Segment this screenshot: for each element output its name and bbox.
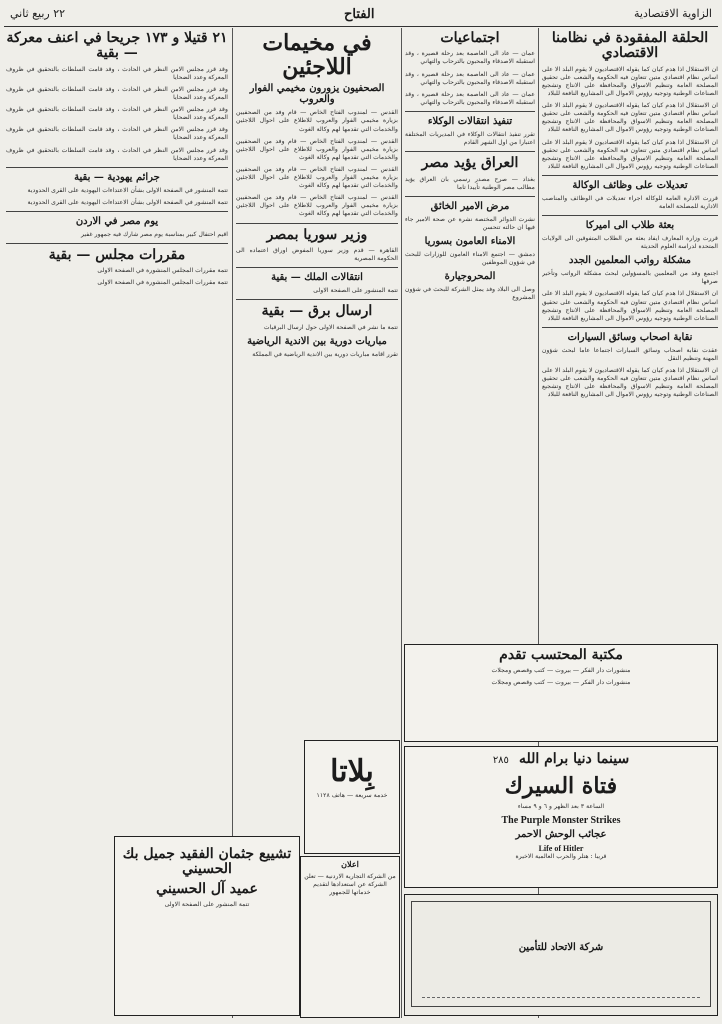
article-body: قررت وزارة المعارف ايفاد بعثة من الطلاب المتفوقين الى الولايات المتحدة لدراسة العلوم الحديثة (542, 235, 718, 251)
article-body: ان الاستقلال اذا هدم كيان كما يقوله الاقتصاديون لا يقوم البلد الا على اساس نظام اقتصادي متين تتعاون فيه الحكومة والشعب على تحقيق المصلحة العامة وتنظيم الاسواق والمحافظة على الانتاج وتشجيع الصناعات الوطنية وتوجيه رؤوس الاموال الى المشاريع النافعة للبلاد (542, 65, 718, 98)
article-body-cont3: القدس — لمندوب الفتاح الخاص — قام وفد من الصحفيين بزيارة مخيمي الفوار والعروب للاطلاع على احوال اللاجئين والخدمات التي تقدمها لهم وكالة الغوث (236, 194, 398, 218)
film-arabic-title: عجائب الوحش الاحمر (515, 828, 607, 840)
insurance-ad (404, 894, 718, 1016)
article-title: الامناء العامون بسوريا (424, 235, 516, 247)
article-title: مشكلة رواتب المعلمين الجدد (568, 255, 692, 267)
bookshop-ad (404, 644, 718, 742)
film-title: فتاة السيرك (504, 773, 618, 800)
ad-body-cont: منشورات دار الفكر — بيروت — كتب وقصص ومجلات (491, 679, 631, 687)
page-header (4, 4, 718, 27)
article-body-cont4: وقد قرر مجلس الامن النظر في الحادث ، وقد قامت السلطات بالتحقيق في ظروف المعركة وعدد الضحايا (6, 146, 228, 162)
article-body: عقدت نقابة اصحاب وسائق السيارات اجتماعا عاما لبحث شؤون المهنة وتنظيم النقل (542, 346, 718, 362)
article-body-cont: ان الاستقلال اذا هدم كيان كما يقوله الاقتصاديون لا يقوم البلد الا على اساس نظام اقتصادي متين تتعاون فيه الحكومة والشعب على تحقيق المصلحة العامة وتنظيم الاسواق والمحافظة على الانتاج وتشجيع الصناعات الوطنية وتوجيه رؤوس الاموال الى المشاريع النافعة للبلاد (542, 102, 718, 134)
cinema-ad (404, 746, 718, 888)
article-title: ٢١ قتيلا و ١٧٣ جريحا في اعنف معركة — بقية (6, 30, 228, 62)
article-body-cont: تتمة المنشور في الصفحة الاولى بشأن الاعتداءات اليهودية على القرى الحدودية (27, 198, 228, 206)
article-title: تنفيذ انتقالات الوكلاء (427, 115, 513, 127)
funeral-title: تشييع جثمان الفقيد جميل بك الحسيني (122, 846, 292, 878)
article-title: تعديلات على وظائف الوكالة (572, 179, 688, 191)
article-body: تقرر تنفيذ انتقالات الوكلاء في المديريات المختلفة اعتبارا من اول الشهر القادم (405, 130, 535, 147)
article-body: تتمة مقررات المجلس المنشورة في الصفحة الاولى (97, 267, 228, 275)
article-body: وقد قرر مجلس الامن النظر في الحادث ، وقد قامت السلطات بالتحقيق في ظروف المعركة وعدد الضحايا (6, 65, 228, 81)
article-body-cont: القدس — لمندوب الفتاح الخاص — قام وفد من الصحفيين بزيارة مخيمي الفوار والعروب للاطلاع على احوال اللاجئين والخدمات التي تقدمها لهم وكالة الغوث (236, 137, 398, 161)
article-body: اقيم احتفال كبير بمناسبة يوم مصر شارك فيه جمهور غفير (80, 230, 228, 238)
ad-title: مكتبة المحتسب تقدم (499, 647, 623, 663)
article-body: اجتمع وفد من المعلمين بالمسؤولين لبحث مشكلة الرواتب وتأخير صرفها (542, 270, 718, 286)
article-body: تتمة المنشور على الصفحة الاولى (313, 287, 398, 295)
article-body-cont: عمان — عاد الى العاصمة بعد رحلة قصيرة ، وقد استقبله الاصدقاء والمحبون بالترحاب والتهاني (405, 70, 535, 86)
issue-date: ٢٢ ربيع ثاني (10, 7, 66, 20)
column-social (405, 28, 535, 640)
article-body: نشرت الدوائر المختصة نشرة عن صحة الامير جاء فيها ان حالته تتحسن (405, 215, 535, 231)
ad-body: منشورات دار الفكر — بيروت — كتب وقصص ومجلات (491, 667, 631, 675)
plata-ad (304, 740, 400, 854)
coming-soon: قريبا : هتلر والحرب العالمية الاخيرة (515, 852, 607, 860)
cinema-phone: ٢٨٥ (492, 755, 509, 766)
article-body-cont2: وقد قرر مجلس الامن النظر في الحادث ، وقد قامت السلطات بالتحقيق في ظروف المعركة وعدد الضحايا (6, 106, 228, 122)
ad-label: شركة الاتحاد للتأمين (518, 942, 604, 953)
article-body: تقرر اقامة مباريات دورية بين الاندية الرياضية في المملكة (252, 350, 398, 358)
article-body-cont: ان الاستقلال اذا هدم كيان كما يقوله الاقتصاديون لا يقوم البلد الا على اساس نظام اقتصادي متين تتعاون فيه الحكومة والشعب على تحقيق المصلحة العامة وتنظيم الاسواق والمحافظة على الانتاج وتشجيع الصناعات الوطنية وتوجيه رؤوس الاموال الى المشاريع النافعة للبلاد (542, 290, 718, 322)
article-body: قررت الادارة العامة للوكالة اجراء تعديلات في الوظائف والمناصب الادارية للمصلحة العامة (542, 194, 718, 210)
article-title: المحروجيارة (444, 271, 496, 283)
article-body: وصل الى البلاد وفد يمثل الشركة للبحث في شؤون المشروع (405, 286, 535, 302)
article-title: ارسال برق — بقية (261, 303, 373, 320)
article-body: بغداد — صرح مصدر رسمي بان العراق يؤيد مطالب مصر الوطنية تأييدا تاما (405, 175, 535, 191)
newspaper-name: الفتاح (344, 7, 375, 22)
article-title: جرائم يهودية — بقية (74, 171, 160, 183)
brand-name: بِلاتا (330, 754, 374, 789)
article-title: اجتماعيات (440, 30, 500, 46)
article-title: بعثة طلاب الى اميركا (585, 220, 675, 232)
article-title: مرض الامير الخائق (430, 200, 510, 212)
article-body-cont: ان الاستقلال اذا هدم كيان كما يقوله الاقتصاديون لا يقوم البلد الا على اساس نظام اقتصادي متين تتعاون فيه الحكومة والشعب على تحقيق المصلحة العامة وتنظيم الاسواق والمحافظة على الانتاج وتشجيع الصناعات الوطنية وتوجيه رؤوس الاموال الى المشاريع النافعة للبلاد (542, 367, 718, 399)
funeral-name: عميد آل الحسيني (156, 880, 258, 897)
coming-english-title: Life of Hitler (538, 843, 584, 853)
article-body: القاهرة — قدم وزير سوريا المفوض اوراق اعتماده الى الحكومة المصرية (236, 246, 398, 262)
funeral-body: تتمة المنشور على الصفحة الاولى (164, 901, 250, 909)
notice-title: اعلان (341, 859, 359, 869)
article-subtitle: الصحفيون يزورون مخيمي الفوار والعروب (249, 83, 385, 106)
section-label: الزاوية الاقتصادية (634, 7, 712, 20)
article-title: انتقالات الملك — بقية (271, 272, 363, 284)
article-body: تتمة المنشور في الصفحة الاولى بشأن الاعتداءات اليهودية على القرى الحدودية (27, 186, 228, 194)
article-title: العراق يؤيد مصر (421, 155, 519, 172)
article-title: مقررات مجلس — بقية (48, 247, 186, 263)
article-body: تتمة ما نشر في الصفحة الاولى حول ارسال البرقيات (263, 323, 398, 331)
newspaper-page (4, 4, 718, 1020)
article-title: نقابة اصحاب وسائق السيارات (567, 331, 693, 343)
cinema-name: سينما دنيا برام الله (518, 751, 630, 767)
article-title: في مخيمات اللاجئين (262, 30, 372, 81)
notice-body: من الشركة التجارية الاردنية — تعلن الشركة عن استعدادها لتقديم خدماتها للجمهور (304, 872, 396, 896)
brand-sub: خدمة سريعة — هاتف ١١٢٨ (316, 792, 388, 799)
article-body-cont2: القدس — لمندوب الفتاح الخاص — قام وفد من الصحفيين بزيارة مخيمي الفوار والعروب للاطلاع على احوال اللاجئين والخدمات التي تقدمها لهم وكالة الغوث (236, 165, 398, 190)
article-body-cont2: ان الاستقلال اذا هدم كيان كما يقوله الاقتصاديون لا يقوم البلد الا على اساس نظام اقتصادي متين تتعاون فيه الحكومة والشعب على تحقيق المصلحة العامة وتنظيم الاسواق والمحافظة على الانتاج وتشجيع الصناعات الوطنية وتوجيه رؤوس الاموال الى المشاريع النافعة للبلاد (542, 138, 718, 170)
article-title: وزير سوريا بمصر (266, 226, 368, 243)
article-body: دمشق — اجتمع الامناء العامون للوزارات للبحث في شؤون الموظفين (405, 250, 535, 266)
film-english-title: The Purple Monster Strikes (501, 814, 621, 826)
article-body-cont2: عمان — عاد الى العاصمة بعد رحلة قصيرة ، وقد استقبله الاصدقاء والمحبون بالترحاب والتهاني (405, 90, 535, 106)
article-body-cont: تتمة مقررات المجلس المنشورة في الصفحة الاولى (97, 279, 228, 287)
article-body-cont: وقد قرر مجلس الامن النظر في الحادث ، وقد قامت السلطات بالتحقيق في ظروف المعركة وعدد الضحايا (6, 85, 228, 102)
column-battle (6, 28, 228, 832)
article-title: يوم مصر في الاردن (75, 215, 159, 227)
column-refugees (236, 28, 398, 728)
funeral-notice (114, 836, 300, 1016)
article-title: مباريات دورية بين الاندية الرياضية (247, 335, 387, 347)
article-title: الحلقة المفقودة في نظامنا الاقتصادي (551, 30, 709, 62)
plata-notice-ad (300, 856, 400, 1018)
article-body-cont3: وقد قرر مجلس الامن النظر في الحادث ، وقد قامت السلطات بالتحقيق في ظروف المعركة وعدد الضحايا (6, 126, 228, 142)
show-times: الساعة ٣ بعد الظهر و ٦ و ٩ مساء (517, 802, 605, 810)
article-body: القدس — لمندوب الفتاح الخاص — قام وفد من الصحفيين بزيارة مخيمي الفوار والعروب للاطلاع على احوال اللاجئين والخدمات التي تقدمها لهم وكالة الغوث (236, 109, 398, 133)
article-body: عمان — عاد الى العاصمة بعد رحلة قصيرة ، وقد استقبله الاصدقاء والمحبون بالترحاب والتهاني (405, 50, 535, 66)
